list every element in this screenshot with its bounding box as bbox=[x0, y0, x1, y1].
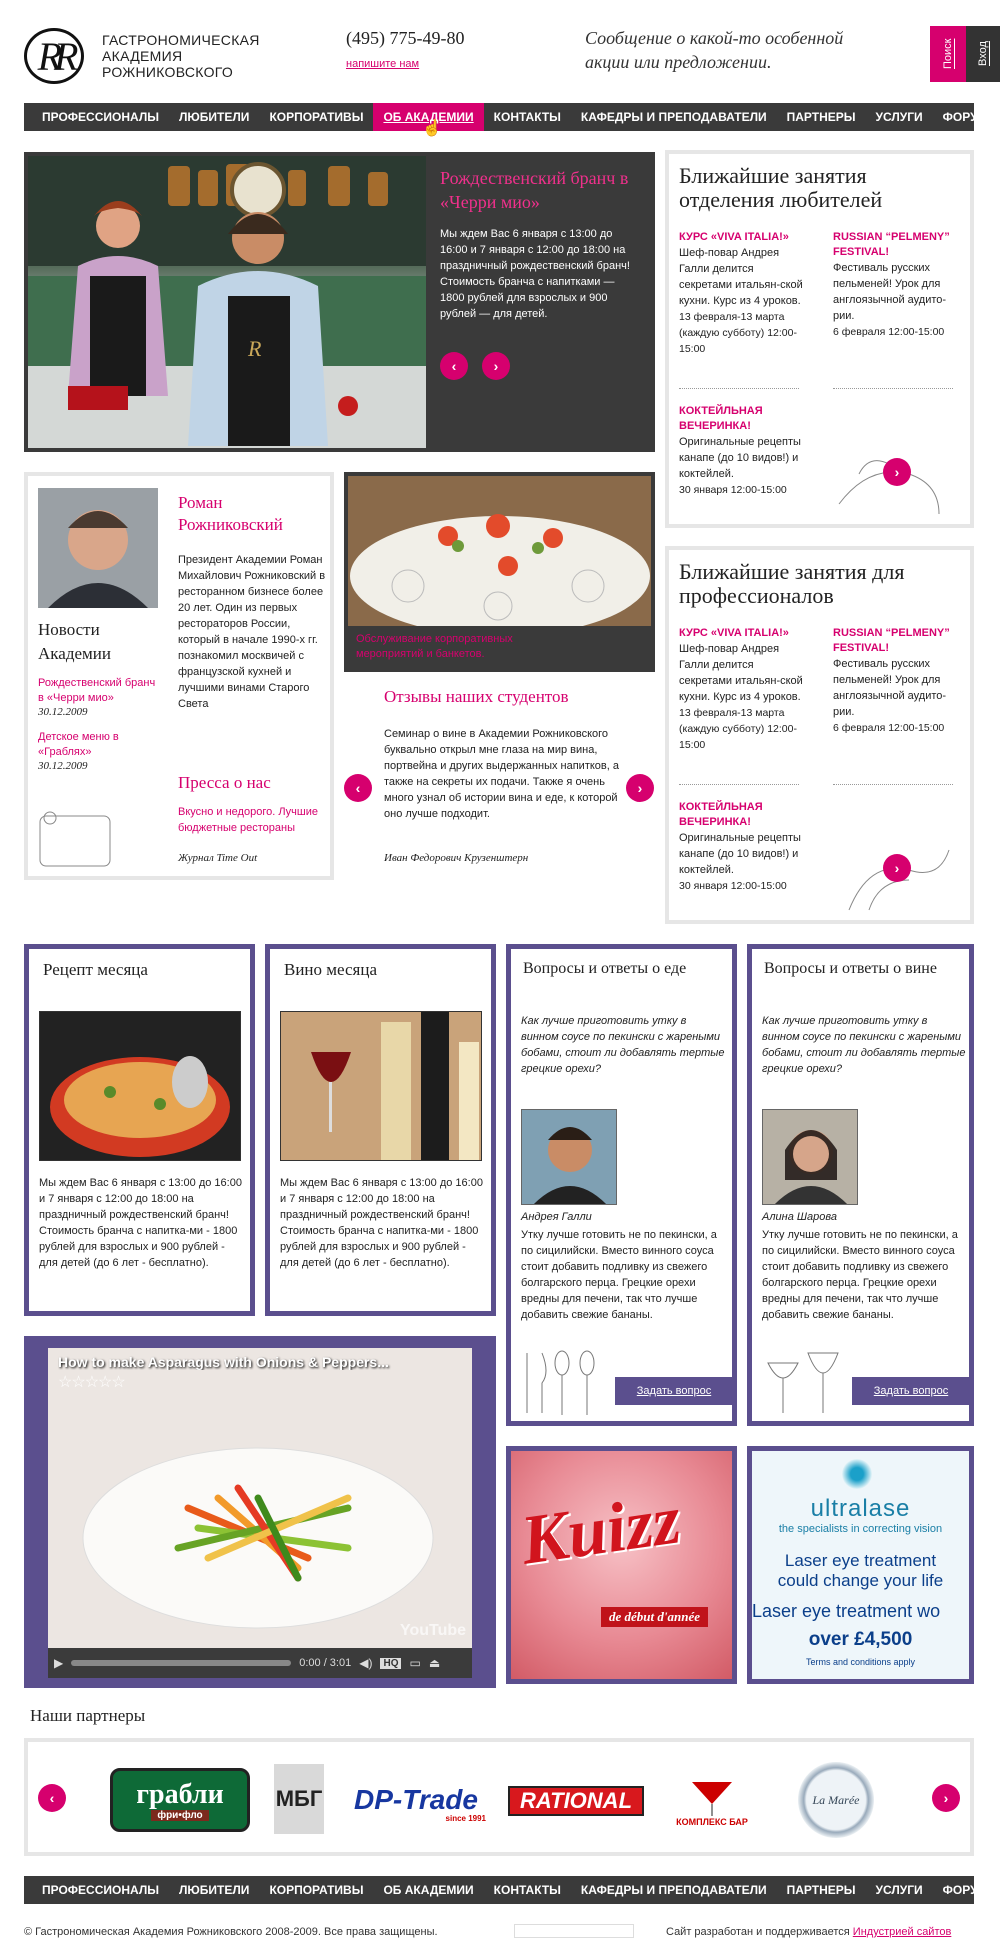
ask-question-button[interactable]: Задать вопрос bbox=[852, 1377, 970, 1405]
footer-nav bbox=[24, 1876, 988, 1904]
ultralase-logo-icon bbox=[842, 1459, 872, 1489]
video-progress-bar[interactable] bbox=[71, 1660, 291, 1666]
nav-item-amateurs[interactable]: ЛЮБИТЕЛИ bbox=[179, 110, 250, 124]
qa-food-answer: Утку лучше готовить не по пекински, а по сицилийски. Вместо винного соуса стоит добавить подливку из свежего болгарского перца. Грецкие орехи вредны для печени, так что лучше добавить свежие бананы. bbox=[521, 1229, 717, 1321]
lesson-card bbox=[679, 230, 809, 357]
lesson-title[interactable]: КУРС «VIVA ITALIA!» bbox=[679, 627, 789, 639]
corporate-caption[interactable]: Обслуживание корпоративных мероприятий и банкетов. bbox=[356, 633, 513, 660]
nav-item-forum[interactable]: ФОРУМ bbox=[942, 110, 988, 124]
cutlery-sketch-icon bbox=[517, 1343, 607, 1423]
pro-lessons-box bbox=[665, 546, 974, 924]
amateur-lessons-box bbox=[665, 150, 974, 528]
footer-nav-professionals[interactable]: ПРОФЕССИОНАЛЫ bbox=[42, 1883, 159, 1897]
lesson-date: 13 февраля-13 марта (каждую субботу) 12:00-15:00 bbox=[679, 707, 797, 751]
lesson-title[interactable]: RUSSIAN “PELMENY” FESTIVAL! bbox=[833, 627, 950, 654]
partners-next-button[interactable]: › bbox=[932, 1784, 960, 1812]
news-item-date: 30.12.2009 bbox=[38, 760, 88, 772]
partner-logo-la-maree[interactable]: La Marée bbox=[798, 1762, 874, 1838]
footer-nav-departments[interactable]: КАФЕДРЫ И ПРЕПОДАВАТЕЛИ bbox=[580, 1883, 767, 1897]
qa-food-title: Вопросы и ответы о еде bbox=[523, 960, 687, 977]
ultralase-line3: Laser eye treatment wo bbox=[752, 1601, 941, 1621]
nav-item-professionals[interactable]: ПРОФЕССИОНАЛЫ bbox=[42, 110, 159, 124]
footer-nav-partners[interactable]: ПАРТНЕРЫ bbox=[786, 1883, 856, 1897]
footer-nav-forum[interactable]: ФОРУМ bbox=[942, 1883, 988, 1897]
recipe-photo bbox=[39, 1011, 241, 1161]
ad-kuizz-subtitle: de début d'année bbox=[601, 1607, 708, 1627]
lesson-title[interactable]: КОКТЕЙЛЬНАЯ ВЕЧЕРИНКА! bbox=[679, 801, 763, 828]
footer-nav-corporate[interactable]: КОРПОРАТИВЫ bbox=[269, 1883, 364, 1897]
ad-ultralase-image bbox=[752, 1451, 969, 1679]
pro-lessons-title: Ближайшие занятия для профессионалов bbox=[679, 559, 905, 608]
divider bbox=[679, 784, 799, 785]
cocktail-glass-icon bbox=[687, 1777, 737, 1817]
nav-item-departments[interactable]: КАФЕДРЫ И ПРЕПОДАВАТЕЛИ bbox=[580, 110, 767, 124]
reviews-title: Отзывы наших студентов bbox=[384, 687, 569, 706]
qa-wine-title: Вопросы и ответы о вине bbox=[764, 960, 937, 977]
write-us-link[interactable]: напишите нам bbox=[346, 58, 420, 70]
partner-logo-grabli[interactable]: грабли фри•фло bbox=[110, 1768, 250, 1832]
recipe-title: Рецепт месяца bbox=[43, 960, 148, 979]
partners-title: Наши партнеры bbox=[30, 1706, 146, 1725]
ultralase-tagline: the specialists in correcting vision bbox=[778, 1523, 943, 1535]
amateur-lessons-title: Ближайшие занятия отделения любителей bbox=[679, 163, 883, 212]
hero-slider bbox=[24, 152, 655, 452]
lesson-date: 13 февраля-13 марта (каждую субботу) 12:00-15:00 bbox=[679, 311, 797, 355]
partner-logo-dp-trade[interactable]: DP-Trade since 1991 bbox=[354, 1783, 486, 1823]
qa-food-box bbox=[506, 944, 737, 1426]
ad-ultralase[interactable] bbox=[747, 1446, 974, 1684]
expert-photo bbox=[762, 1109, 858, 1205]
promo-message: Сообщение о какой-то особенной акции или предложении. bbox=[585, 28, 844, 72]
hero-next-button[interactable]: › bbox=[482, 352, 510, 380]
lesson-body: Фестиваль русских пельменей! Урок для англоязычной аудито-рии. bbox=[833, 262, 947, 322]
corporate-box[interactable] bbox=[344, 472, 655, 672]
qa-wine-question: Как лучше приготовить утку в винном соусе по пекински с жареными бобами, стоит ли добавлять тертые грецкие орехи? bbox=[762, 1015, 966, 1075]
footer-nav-services[interactable]: УСЛУГИ bbox=[875, 1883, 923, 1897]
menu-icon[interactable]: ⏏ bbox=[428, 1656, 441, 1670]
volume-icon[interactable]: ◀) bbox=[359, 1656, 373, 1670]
press-link[interactable]: Вкусно и недорого. Лучшие бюджетные рестораны bbox=[178, 806, 318, 834]
partners-prev-button[interactable]: ‹ bbox=[38, 1784, 66, 1812]
lesson-date: 6 февраля 12:00-15:00 bbox=[833, 326, 945, 338]
counter-badge bbox=[514, 1924, 634, 1938]
play-icon[interactable]: ▶ bbox=[54, 1656, 64, 1670]
recipe-text: Мы ждем Вас 6 января с 13:00 до 16:00 и 7 января с 12:00 до 18:00 на праздничный рождественский бранч! Стоимость бранча с напитка-ми - 1800 рублей для взрослых и 900 рублей - для детей (до 6 лет - бесплатно). bbox=[39, 1177, 242, 1269]
qa-wine-expert: Алина Шарова bbox=[762, 1211, 837, 1223]
wine-title: Вино месяца bbox=[284, 960, 378, 979]
wine-photo bbox=[280, 1011, 482, 1161]
video-time: 0:00 / 3:01 bbox=[299, 1657, 352, 1669]
hq-button[interactable]: HQ bbox=[380, 1658, 401, 1669]
news-title: Новости Академии bbox=[38, 620, 111, 663]
lesson-title[interactable]: RUSSIAN “PELMENY” FESTIVAL! bbox=[833, 231, 950, 258]
wine-glasses-sketch-icon bbox=[758, 1343, 848, 1423]
partner-logo-mbg[interactable]: МБГ bbox=[274, 1764, 324, 1834]
copyright: © Гастрономическая Академия Рожниковского 2008-2009. Все права защищены. bbox=[24, 1926, 438, 1938]
svg-text:R: R bbox=[248, 336, 262, 361]
expert-photo bbox=[521, 1109, 617, 1205]
reviews-section bbox=[344, 680, 655, 890]
lesson-body: Оригинальные рецепты канапе (до 10 видов!) и коктейлей. bbox=[679, 832, 801, 876]
lesson-date: 6 февраля 12:00-15:00 bbox=[833, 722, 945, 734]
press-title: Пресса о нас bbox=[178, 773, 271, 792]
news-item bbox=[38, 676, 158, 718]
developer-credit: Сайт разработан и поддерживается Индустрией сайтов bbox=[666, 1926, 952, 1938]
news-item-date: 30.12.2009 bbox=[38, 706, 88, 718]
founder-news-box bbox=[24, 472, 334, 880]
grinder-sketch-icon bbox=[30, 806, 130, 876]
qa-wine-box bbox=[747, 944, 974, 1426]
reviews-prev-button[interactable]: ‹ bbox=[344, 774, 372, 802]
mouse-cursor-icon: ☝ bbox=[422, 120, 442, 137]
lesson-card bbox=[679, 800, 809, 894]
review-text: Семинар о вине в Академии Рожниковского буквально открыл мне глаза на мир вина, портвейна и других выдержанных напитков, а также на секреты их подачи. Также я очень много узнал об истории вина и еде, к которой оно лучше подходит. bbox=[384, 728, 619, 820]
lesson-date: 30 января 12:00-15:00 bbox=[679, 880, 787, 892]
lesson-body: Фестиваль русских пельменей! Урок для англоязычной аудито-рии. bbox=[833, 658, 947, 718]
main-nav bbox=[24, 103, 988, 131]
news-item-link[interactable]: Детское меню в «Граблях» bbox=[38, 731, 119, 758]
lesson-body: Оригинальные рецепты канапе (до 10 видов!) и коктейлей. bbox=[679, 436, 801, 480]
ad-kuizz-brand: Kuizz bbox=[516, 1481, 686, 1580]
nav-item-about[interactable]: ОБ АКАДЕМИИ bbox=[373, 103, 483, 131]
login-button[interactable]: Вход bbox=[966, 26, 1000, 82]
news-item bbox=[38, 730, 158, 772]
qa-wine-answer: Утку лучше готовить не по пекински, а по сицилийски. Вместо винного соуса стоит добавить подливку из свежего болгарского перца. Грецкие орехи вредны для печени, так что лучше добавить свежие бананы. bbox=[762, 1229, 958, 1321]
hero-photo bbox=[28, 156, 426, 448]
divider bbox=[679, 388, 799, 389]
lesson-card bbox=[833, 230, 963, 340]
divider bbox=[833, 388, 953, 389]
video-frame[interactable] bbox=[48, 1348, 472, 1648]
banquet-photo bbox=[348, 476, 651, 626]
partner-logo-kompleks-bar[interactable]: КОМПЛЕКС БАР bbox=[664, 1766, 760, 1838]
phone-number: (495) 775-49-80 bbox=[346, 28, 465, 48]
developer-link[interactable]: Индустрией сайтов bbox=[852, 1926, 952, 1938]
video-rating-stars[interactable]: ☆☆☆☆☆ bbox=[58, 1374, 125, 1391]
partners-carousel bbox=[24, 1738, 974, 1856]
lesson-title[interactable]: КОКТЕЙЛЬНАЯ ВЕЧЕРИНКА! bbox=[679, 405, 763, 432]
news-section bbox=[38, 618, 158, 772]
ad-kuizz-image bbox=[511, 1451, 732, 1679]
divider bbox=[833, 784, 953, 785]
partner-logo-rational[interactable]: RATIONAL bbox=[508, 1786, 644, 1816]
footer-nav-amateurs[interactable]: ЛЮБИТЕЛИ bbox=[179, 1883, 250, 1897]
lesson-body: Шеф-повар Андрея Галли делится секретами итальян-ской кухни. Курс из 4 уроков. bbox=[679, 247, 803, 307]
ultralase-line1: Laser eye treatment bbox=[784, 1551, 937, 1570]
logo-monogram[interactable]: RR bbox=[24, 28, 84, 84]
hero-prev-button[interactable]: ‹ bbox=[440, 352, 468, 380]
amateur-lessons-next-button[interactable]: › bbox=[883, 458, 911, 486]
lesson-card bbox=[833, 626, 963, 736]
founder-photo bbox=[38, 488, 158, 608]
ultralase-line2: could change your life bbox=[777, 1571, 944, 1590]
founder-bio: Президент Академии Роман Михайлович Рожниковский в ресторанном бизнесе более 20 лет. Один из первых рестораторов России, который в начале 1990-х гг. познакомил москвичей с французской кухней и лучшими винами Старого Света bbox=[178, 554, 326, 710]
nav-item-services[interactable]: УСЛУГИ bbox=[875, 110, 923, 124]
lesson-card bbox=[679, 626, 809, 753]
lesson-body: Шеф-повар Андрея Галли делится секретами итальян-ской кухни. Курс из 4 уроков. bbox=[679, 643, 803, 703]
review-author: Иван Федорович Крузенштерн bbox=[384, 852, 529, 864]
wine-text: Мы ждем Вас 6 января с 13:00 до 16:00 и 7 января с 12:00 до 18:00 на праздничный рождественский бранч! Стоимость бранча с напитка-ми - 1800 рублей для взрослых и 900 рублей - для детей (до 6 лет - бесплатно). bbox=[280, 1177, 483, 1269]
video-box bbox=[24, 1336, 496, 1688]
news-item-link[interactable]: Рождественский бранч в «Черри мио» bbox=[38, 677, 156, 704]
press-source: Журнал Time Out bbox=[178, 852, 258, 864]
ultralase-brand: ultralase bbox=[810, 1495, 911, 1522]
footer-nav-contacts[interactable]: КОНТАКТЫ bbox=[493, 1883, 561, 1897]
ask-question-button[interactable]: Задать вопрос bbox=[615, 1377, 733, 1405]
popout-icon[interactable]: ▭ bbox=[409, 1656, 421, 1670]
video-title[interactable]: How to make Asparagus with Onions & Peppers... bbox=[58, 1354, 389, 1370]
logo-text[interactable]: ГАСТРОНОМИЧЕСКАЯ АКАДЕМИЯ РОЖНИКОВСКОГО bbox=[102, 32, 260, 80]
ultralase-terms: Terms and conditions apply bbox=[805, 1657, 916, 1667]
nav-item-corporate[interactable]: КОРПОРАТИВЫ bbox=[269, 110, 364, 124]
ultralase-price: over £4,500 bbox=[808, 1629, 913, 1650]
lesson-date: 30 января 12:00-15:00 bbox=[679, 484, 787, 496]
lesson-title[interactable]: КУРС «VIVA ITALIA!» bbox=[679, 231, 789, 243]
qa-food-expert: Андрея Галли bbox=[521, 1211, 592, 1223]
search-button[interactable]: Поиск bbox=[930, 26, 966, 82]
wine-box bbox=[265, 944, 496, 1316]
video-player[interactable] bbox=[48, 1348, 472, 1678]
nav-item-partners[interactable]: ПАРТНЕРЫ bbox=[786, 110, 856, 124]
video-controls bbox=[48, 1648, 472, 1678]
recipe-box bbox=[24, 944, 255, 1316]
founder-name[interactable]: Роман Рожниковский bbox=[178, 493, 283, 534]
hero-title[interactable]: Рождественский бранч в «Черри мио» bbox=[440, 168, 629, 212]
qa-food-question: Как лучше приготовить утку в винном соусе по пекински с жареными бобами, стоит ли добавлять тертые грецкие орехи? bbox=[521, 1015, 725, 1075]
youtube-logo: YouTube bbox=[400, 1622, 467, 1639]
pro-lessons-next-button[interactable]: › bbox=[883, 854, 911, 882]
ad-kuizz[interactable] bbox=[506, 1446, 737, 1684]
footer-nav-about[interactable]: ОБ АКАДЕМИИ bbox=[383, 1883, 474, 1897]
lesson-card bbox=[679, 404, 809, 498]
hero-text: Мы ждем Вас 6 января с 13:00 до 16:00 и 7 января с 12:00 до 18:00 на праздничный рождественский бранч! Стоимость бранча с напитками — 1800 рублей для взрослых и 900 рублей — для детей. bbox=[440, 228, 630, 320]
reviews-next-button[interactable]: › bbox=[626, 774, 654, 802]
nav-item-contacts[interactable]: КОНТАКТЫ bbox=[493, 110, 561, 124]
